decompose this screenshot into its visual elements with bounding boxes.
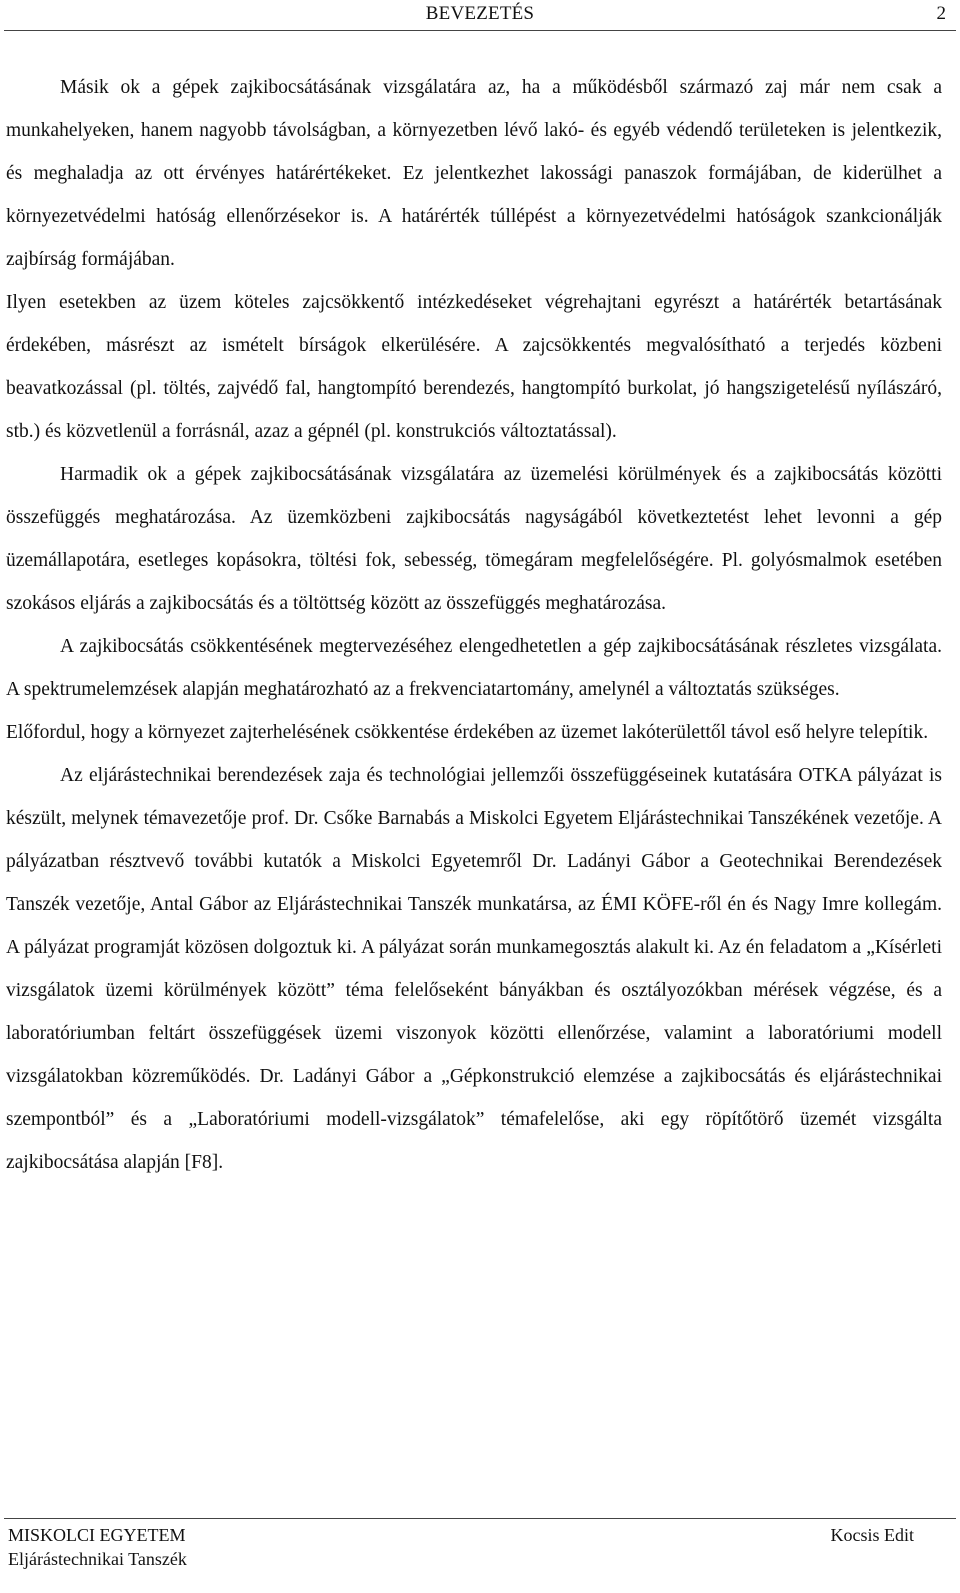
footer-university: MISKOLCI EGYETEM <box>8 1525 186 1545</box>
paragraph: Harmadik ok a gépek zajkibocsátásának vizsgálatára az üzemelési körülmények és a zajkibocsátás közötti összefüggés meghatározása. Az üzemközbeni zajkibocsátás nagyságából következtetést lehet levonni a gép üzemállapotára, esetleges kopásokra, töltési fok, sebesség, tömegáram megfelelőségére. Pl. golyósmalmok esetében szokásos eljárás a zajkibocsátás és a töltöttség között az összefüggés meghatározása. <box>6 464 942 614</box>
footer-institution <box>8 1523 187 1571</box>
document-body <box>6 66 942 1184</box>
paragraph: Előfordul, hogy a környezet zajterhelésének csökkentése érdekében az üzemet lakóterülettől távol eső helyre telepítik. <box>6 722 929 743</box>
paragraph: Másik ok a gépek zajkibocsátásának vizsgálatára az, ha a működésből származó zaj már nem csak a munkahelyeken, hanem nagyobb távolságban, a környezetben lévő lakó- és egyéb védendő területeken is jelentkezik, és meghaladja az ott érvényes határértékeket. Ez jelentkezhet lakossági panaszok formájában, de kiderülhet a környezetvédelmi hatóság ellenőrzésekor is. A határérték túllépést a környezetvédelmi hatóságok szankcionálják zajbírság formájában. <box>6 77 942 270</box>
footer-department: Eljárástechnikai Tanszék <box>8 1549 187 1569</box>
paragraph: Az eljárástechnikai berendezések zaja és technológiai jellemzői összefüggéseinek kutatására OTKA pályázat is készült, melynek témavezetője prof. Dr. Csőke Barnabás a Miskolci Egyetem Eljárástechnikai Tanszékének vezetője. A pályázatban résztvevő további kutatók a Miskolci Egyetemről Dr. Ladányi Gábor a Geotechnikai Berendezések Tanszék vezetője, Antal Gábor az Eljárástechnikai Tanszék munkatársa, az ÉMI KÖFE-ről én és Nagy Imre kollegám. A pályázat programját közösen dolgoztuk ki. A pályázat során munkamegosztás alakult ki. Az én feladatom a „Kísérleti vizsgálatok üzemi körülmények között” téma felelőseként bányákban és osztályozókban mérések végzése, és a laboratóriumban feltárt összefüggések üzemi viszonyok közötti ellenőrzése, valamint a laboratóriumi modell vizsgálatokban közreműködés. Dr. Ladányi Gábor a „Gépkonstrukció elemzése a zajkibocsátás és eljárástechnikai szempontból” és a „Laboratóriumi modell-vizsgálatok” témafelelőse, aki egy röpítőtörő üzemét vizsgálta zajkibocsátása alapján [F8]. <box>6 765 942 1173</box>
paragraph: A zajkibocsátás csökkentésének megtervezéséhez elengedhetetlen a gép zajkibocsátásának részletes vizsgálata. A spektrumelemzések alapján meghatározható az a frekvenciatartomány, amelynél a változtatás szükséges. <box>6 636 942 700</box>
paragraph: Ilyen esetekben az üzem köteles zajcsökkentő intézkedéseket végrehajtani egyrészt a határérték betartásának érdekében, másrészt az ismételt bírságok elkerülésére. A zajcsökkentés megvalósítható a terjedés közbeni beavatkozással (pl. töltés, zajvédő fal, hangtompító berendezés, hangtompító burkolat, jó hangszigetelésű nyílászáró, stb.) és közvetlenül a forrásnál, azaz a gépnél (pl. konstrukciós változtatással). <box>6 292 942 442</box>
page-header <box>4 0 956 31</box>
chapter-title: BEVEZETÉS <box>425 3 535 24</box>
footer-author: Kocsis Edit <box>830 1525 914 1545</box>
page-number: 2 <box>936 3 946 24</box>
page-footer <box>4 1518 956 1579</box>
